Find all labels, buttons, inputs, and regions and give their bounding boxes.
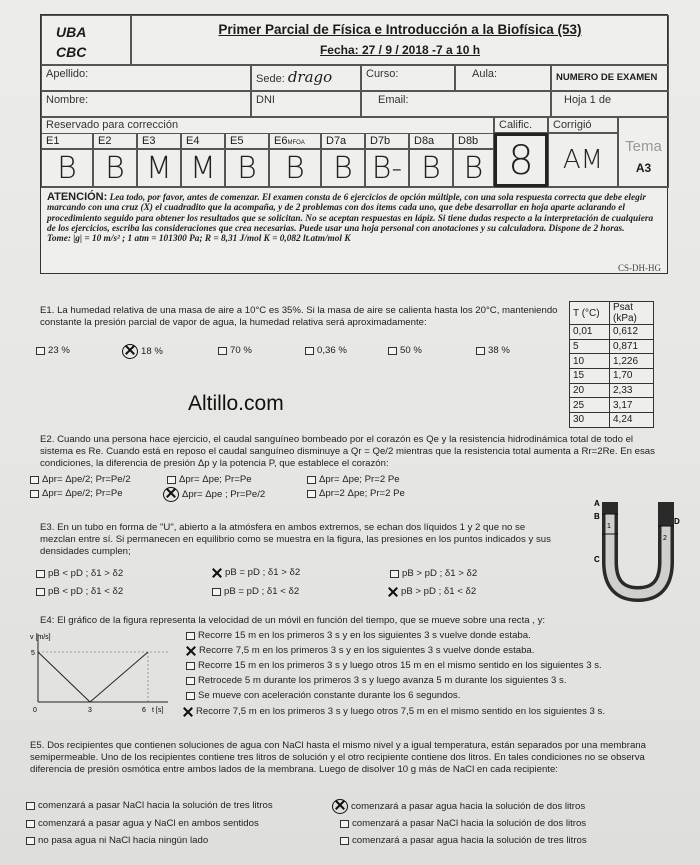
exam-header — [40, 14, 668, 274]
e4-option-4[interactable]: Retrocede 5 m durante los primeros 3 s y luego avanza 5 m durante los siguientes 3 s. — [186, 675, 567, 686]
x-tick-3: 3 — [88, 707, 92, 714]
grade-col-header: D8a — [409, 133, 453, 149]
table-cell: 20 — [570, 383, 610, 398]
label-c: C — [594, 555, 600, 564]
sede-field[interactable]: Sede: drago — [251, 65, 361, 91]
constants-line: Tome: |g| = 10 m/s² ; 1 atm = 101300 Pa; R = 8,31 J/mol K = 0,082 lt.atm/mol K — [47, 234, 351, 245]
e1-option-5[interactable]: 50 % — [388, 345, 422, 356]
aula-field[interactable]: Aula: — [455, 65, 551, 91]
table-row — [570, 354, 654, 369]
calific-box — [494, 133, 548, 187]
e2-option-6[interactable]: Δpr=2 Δpe; Pr=2 Pe — [307, 488, 405, 499]
apellido-field[interactable]: Apellido: — [41, 65, 251, 91]
e4-option-6[interactable]: Recorre 7,5 m en los primeros 3 s y luego otros 7,5 m en el mismo sentido en los siguientes 3 s. — [183, 706, 605, 717]
reservado-label: Reservado para corrección — [41, 117, 494, 133]
checkbox-checked[interactable] — [183, 707, 193, 717]
e4-question: E4: El gráfico de la figura representa la velocidad de un móvil en función del tiempo, que se mueve sobre una recta , y: — [40, 615, 546, 626]
e5-option-2[interactable]: comenzará a pasar agua hacia la solución de dos litros — [332, 799, 585, 814]
grade-col-header: E1 — [41, 133, 93, 149]
e5-option-1[interactable]: comenzará a pasar NaCl hacia la solución de tres litros — [26, 800, 273, 811]
e3-option-6[interactable]: pB > pD ; δ1 < δ2 — [388, 586, 476, 597]
corrigio-value: AM — [562, 145, 604, 175]
grade-col-header: D7b — [365, 133, 409, 149]
e2-option-4[interactable]: Δpr= Δpe/2; Pr=Pe — [30, 488, 123, 499]
x-tick-6: 6 — [142, 707, 146, 714]
table-cell: 25 — [570, 398, 610, 413]
checkbox-checked[interactable] — [388, 587, 398, 597]
table-cell: 3,17 — [610, 398, 654, 413]
e1-option-6[interactable]: 38 % — [476, 345, 510, 356]
table-cell: 5 — [570, 339, 610, 354]
table-row — [570, 339, 654, 354]
psat-table — [569, 301, 654, 428]
checkbox-checked[interactable] — [186, 646, 196, 656]
corrigio-label: Corrigió — [548, 117, 618, 133]
x-axis-label: t [s] — [152, 707, 164, 714]
e1-option-2[interactable]: 18 % — [122, 344, 163, 359]
checkbox[interactable] — [36, 347, 45, 355]
e2-option-2[interactable]: Δpr= Δpe; Pr=Pe — [167, 474, 252, 485]
e1-question: E1. La humedad relativa de una masa de aire a 10°C es 35%. Si la masa de aire se calienta hasta los 20°C, manteniendo constante la presión parcial de vapor de agua, la humedad relativa será aproximadamente: — [40, 305, 558, 328]
table-row — [570, 413, 654, 428]
checkbox[interactable] — [305, 347, 314, 355]
u-tube-figure — [588, 492, 688, 602]
table-header-row — [570, 302, 654, 325]
e1-option-4[interactable]: 0,36 % — [305, 345, 347, 356]
attention-text: Lea todo, por favor, antes de comenzar. El examen consta de 6 ejercicios de opción múltiple, con una sola respuesta correcta que debe elegir marcando con una cruz (X) el cuadradito que la acompaña, y de 2 problemas con dos ítems cada uno, que debe desarrollar en hoja aparte aclarando el procedimiento seguido para obtener los resultados que se solicitan. No se aceptan respuestas en lápiz. Si tiene dudas respecto a la interpretación de cualquiera de los ejercicios, escriba las consideraciones que crea necesarias. Puede usar una hoja personal con anotaciones y su calculadora. Dispone de 2 horas. — [47, 193, 654, 234]
label-2: 2 — [663, 535, 667, 542]
x-tick-0: 0 — [33, 707, 37, 714]
grade-value: B — [453, 149, 494, 187]
grade-col-header: E3 — [137, 133, 181, 149]
grade-value: M — [137, 149, 181, 187]
corrigio-box — [548, 133, 618, 187]
e2-question: E2. Cuando una persona hace ejercicio, el caudal sanguíneo bombeado por el corazón es Qe y la resistencia hidrodinámica total de todo el sistema es Re. Cuando está en reposo el caudal sanguíneo disminuye a Qr = Qe/2 mientras que la resistencia total aumenta a Rr=2Re. En esas condiciones, la diferencia de presión Δp y la potencia P, que establece el corazón: — [40, 434, 655, 469]
table-row — [570, 383, 654, 398]
e4-option-1[interactable]: Recorre 15 m en los primeros 3 s y en los siguientes 3 s vuelve donde estaba. — [186, 630, 531, 641]
exam-date: Fecha: 27 / 9 / 2018 -7 a 10 h — [319, 43, 481, 57]
attention-notice: ATENCIÓN: Lea todo, por favor, antes de comenzar. El examen consta de 6 ejercicios de opción múltiple, con una sola respuesta correcta que debe elegir marcando con una cruz (X) el cuadradito que la acompaña, y de 2 problemas con dos ítems cada uno, que debe desarrollar en hoja aparte aclarando el procedimiento seguido para obtener los resultados que se solicitan. No se aceptan respuestas en lápiz. Si tiene dudas respecto a la interpretación de cualquiera de los ejercicios, escriba las consideraciones que crea necesarias. Puede usar una hoja personal con anotaciones y su calculadora. Dispone de 2 horas. Tome: |g| = 10 m/s² ; 1 atm = 101300 Pa; R = 8,31 J/mol K = 0,082 lt.atm/mol K CS-DH-HG — [41, 187, 669, 275]
table-header-cell: Psat (kPa) — [610, 302, 654, 325]
dni-field[interactable]: DNI — [251, 91, 361, 117]
label-a: A — [594, 499, 600, 508]
grade-value: B — [321, 149, 365, 187]
grade-value: M — [181, 149, 225, 187]
table-cell: 0,01 — [570, 325, 610, 340]
e3-option-5[interactable]: pB = pD ; δ1 < δ2 — [212, 586, 299, 597]
e4-option-3[interactable]: Recorre 15 m en los primeros 3 s y luego otros 15 m en el mismo sentido en los siguientes 3 s. — [186, 660, 602, 671]
table-row — [570, 325, 654, 340]
e2-option-1[interactable]: Δpr= Δpe/2; Pr=Pe/2 — [30, 474, 131, 485]
grade-col-header: E4 — [181, 133, 225, 149]
label-b: B — [594, 512, 600, 521]
e6-subscript: MFOA — [287, 140, 305, 146]
table-header-cell: T (°C) — [570, 302, 610, 325]
table-row — [570, 398, 654, 413]
grade-col-header: E6MFOA — [269, 133, 321, 149]
exam-title: Primer Parcial de Física e Introducción a la Biofísica (53) — [218, 22, 582, 37]
checkbox-checked[interactable] — [212, 568, 222, 578]
checkbox[interactable] — [476, 347, 485, 355]
grade-value: B- — [365, 149, 409, 187]
y-tick-5: 5 — [31, 650, 35, 657]
e1-option-3[interactable]: 70 % — [218, 345, 252, 356]
grade-col-header: D7a — [321, 133, 365, 149]
table-cell: 15 — [570, 369, 610, 384]
grade-col-header: E2 — [93, 133, 137, 149]
table-cell: 2,33 — [610, 383, 654, 398]
e3-option-2[interactable]: pB = pD ; δ1 > δ2 — [212, 567, 300, 578]
velocity-graph — [28, 630, 178, 720]
e2-option-3[interactable]: Δpr= Δpe; Pr=2 Pe — [307, 474, 400, 485]
label-d: D — [674, 517, 680, 526]
table-cell: 0,612 — [610, 325, 654, 340]
numero-examen-field[interactable]: NUMERO DE EXAMEN — [551, 65, 669, 91]
tema-value: A3 — [635, 161, 652, 175]
uba-cbc-logo: UBA CBC — [41, 15, 131, 65]
y-axis-label: v [m/s] — [30, 634, 51, 641]
e5-option-3[interactable]: comenzará a pasar agua y NaCl en ambos sentidos — [26, 818, 259, 829]
calific-value: 8 — [508, 138, 534, 184]
table-cell: 10 — [570, 354, 610, 369]
circled-mark — [122, 344, 138, 359]
label-1: 1 — [607, 523, 611, 530]
e4-option-5[interactable]: Se mueve con aceleración constante durante los 6 segundos. — [186, 690, 460, 701]
checkbox[interactable] — [218, 347, 227, 355]
e2-option-5[interactable]: Δpr= Δpe ; Pr=Pe/2 — [163, 487, 265, 502]
nombre-field[interactable]: Nombre: — [41, 91, 251, 117]
grade-value: B — [41, 149, 93, 187]
calific-label: Calific. — [494, 117, 548, 133]
exam-title-block — [131, 15, 669, 65]
e4-option-2[interactable]: Recorre 7,5 m en los primeros 3 s y en los siguientes 3 s vuelve donde estaba. — [186, 645, 534, 656]
sede-value: drago — [287, 68, 333, 86]
checkbox-checked[interactable] — [335, 800, 345, 810]
hoja-field: Hoja 1 de — [551, 91, 669, 117]
table-cell: 30 — [570, 413, 610, 428]
table-cell: 1,226 — [610, 354, 654, 369]
checkbox-checked[interactable] — [166, 488, 176, 498]
e1-option-1[interactable]: 23 % — [36, 345, 70, 356]
table-cell: 1,70 — [610, 369, 654, 384]
e3-option-3[interactable]: pB > pD ; δ1 > δ2 — [390, 568, 477, 579]
table-row — [570, 369, 654, 384]
e3-option-1[interactable]: pB < pD ; δ1 > δ2 — [36, 568, 123, 579]
grade-value: B — [409, 149, 453, 187]
tema-box: Tema A3 — [618, 117, 669, 187]
e5-option-6[interactable]: comenzará a pasar agua hacia la solución de tres litros — [340, 835, 587, 846]
grade-col-header: E5 — [225, 133, 269, 149]
grade-value: B — [225, 149, 269, 187]
e5-option-5[interactable]: no pasa agua ni NaCl hacia ningún lado — [26, 835, 208, 846]
e3-question: E3. En un tubo en forma de "U", abierto a la atmósfera en ambos extremos, se echan dos líquidos 1 y 2 que no se mezclan entre sí. Si permanecen en equilibrio como se muestra en la figura, las presiones en los puntos indicados y sus densidades cumplen; — [40, 522, 551, 557]
e5-question: E5. Dos recipientes que contienen soluciones de agua con NaCl hasta el mismo nivel y a igual temperatura, están separados por una membrana semipermeable. Uno de los recipientes contiene tres litros de solución y el otro recipiente contiene dos litros. En tales condiciones no se observa diferencia de presión osmótica entre ambos lados de la membrana. Luego de disolver 10 g más de NaCl en cada recipiente: — [30, 740, 646, 775]
grade-col-header: D8b — [453, 133, 494, 149]
checkbox-checked[interactable] — [125, 345, 135, 355]
table-cell: 0,871 — [610, 339, 654, 354]
watermark: Altillo.com — [188, 392, 284, 415]
grade-value: B — [93, 149, 137, 187]
grade-value: B — [269, 149, 321, 187]
e5-option-4[interactable]: comenzará a pasar NaCl hacia la solución de dos litros — [340, 818, 586, 829]
table-cell: 4,24 — [610, 413, 654, 428]
exam-code: CS-DH-HG — [617, 262, 661, 273]
e3-option-4[interactable]: pB < pD ; δ1 < δ2 — [36, 586, 123, 597]
checkbox[interactable] — [388, 347, 397, 355]
curso-field[interactable]: Curso: — [361, 65, 455, 91]
email-field[interactable]: Email: — [361, 91, 551, 117]
